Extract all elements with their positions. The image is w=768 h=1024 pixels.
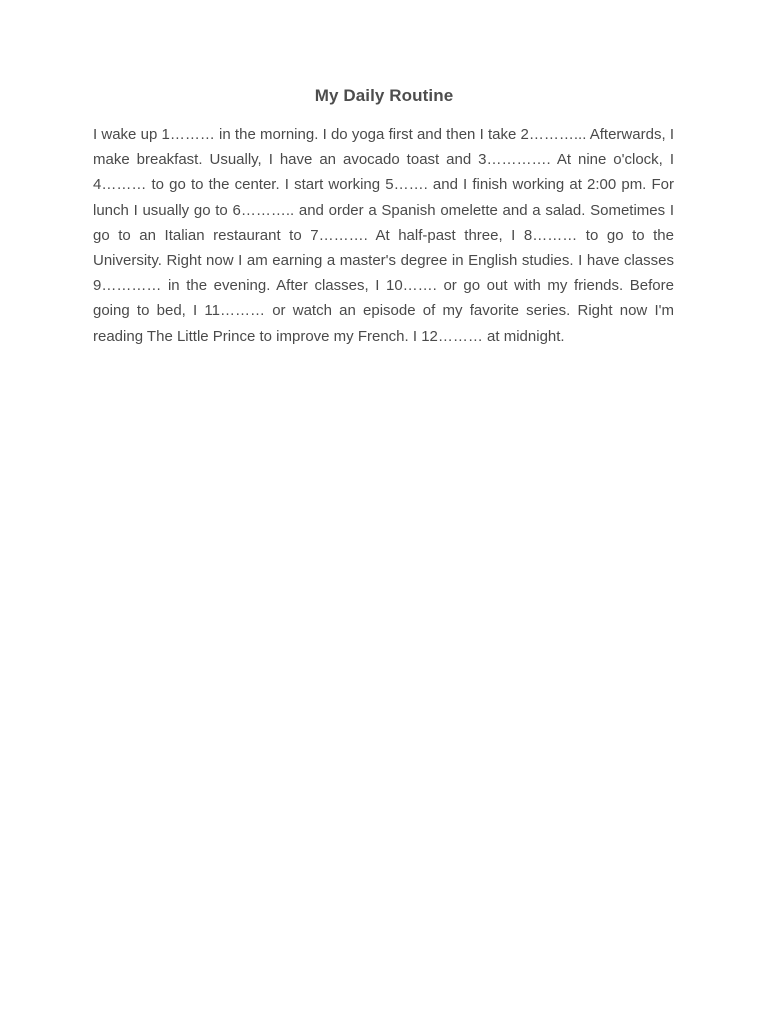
page-title: My Daily Routine [314, 86, 454, 105]
body-paragraph: I wake up 1……… in the morning. I do yoga first and then I take 2………... Afterwards, I make breakfast. Usually, I have an avocado toast and 3…………. At nine o'clock, I 4……… to go to the center. I start working 5……. and I finish working at 2:00 pm. For lunch I usually go to 6……….. and order a Spanish omelette and a salad. Sometimes I go to an Italian restaurant to 7………. At half-past three, I 8……… to go to the University. Right now I am earning a master's degree in English studies. I have classes 9………… in the evening. After classes, I 10……. or go out with my friends. Before going to bed, I 11……… or watch an episode of my favorite series. Right now I'm reading The Little Prince to improve my French. I 12……… at midnight. [93, 126, 674, 345]
